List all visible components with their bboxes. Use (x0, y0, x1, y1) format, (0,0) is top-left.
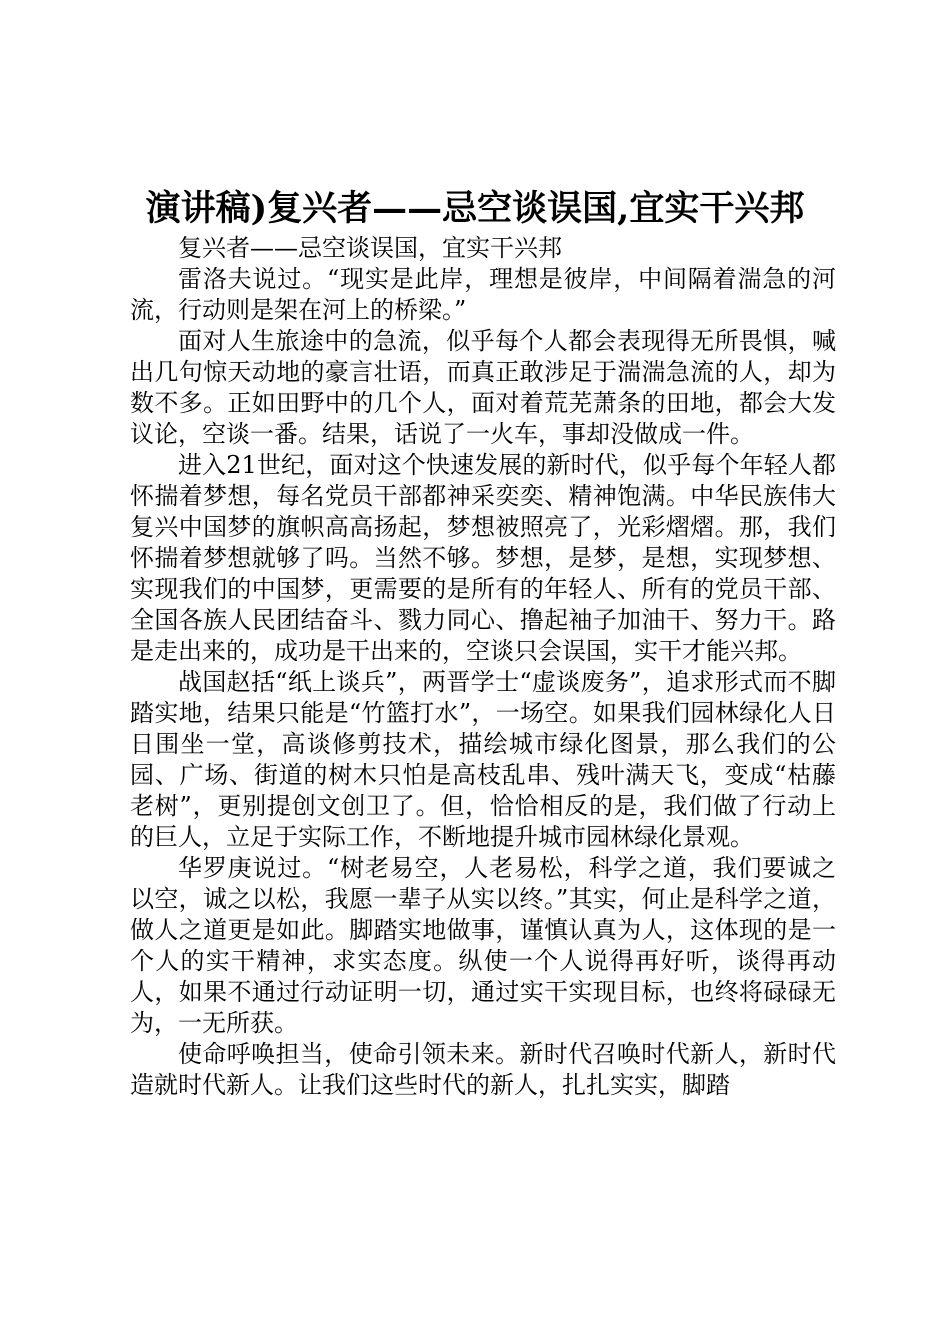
paragraph: 华罗庚说过。“树老易空，人老易松，科学之道，我们要诚之以空，诚之以松，我愿一辈子从实以终。”其实，何止是科学之道，做人之道更是如此。脚踏实地做事，谨慎认真为人，这体现的是一个人的实干精神，求实态度。纵使一个人说得再好听，谈得再动人，如果不通过行动证明一切，通过实干实现目标，也终将碌碌无为，一无所获。 (130, 854, 836, 1037)
paragraph-subtitle: 复兴者——忌空谈误国，宜实干兴邦 (178, 234, 562, 262)
paragraph: 进入21世纪，面对这个快速发展的新时代，似乎每个年轻人都怀揣着梦想，每名党员干部都神采奕奕、精神饱满。中华民族伟大复兴中国梦的旗帜高高扬起，梦想被照亮了，光彩熠熠。那，我们怀揣着梦想就够了吗。当然不够。梦想，是梦，是想，实现梦想、实现我们的中国梦，更需要的是所有的年轻人、所有的党员干部、全国各族人民团结奋斗、戮力同心、撸起袖子加油干、努力干。路是走出来的，成功是干出来的，空谈只会误国，实干才能兴邦。 (130, 451, 836, 665)
paragraph: 使命呼唤担当，使命引领未来。新时代召唤时代新人，新时代造就时代新人。让我们这些时代的新人，扎扎实实，脚踏 (130, 1040, 836, 1099)
document-title: 演讲稿)复兴者——忌空谈误国,宜实干兴邦 (145, 188, 805, 229)
document-body (130, 233, 836, 1101)
paragraph: 面对人生旅途中的急流，似乎每个人都会表现得无所畏惧，喊出几句惊天动地的豪言壮语，而真正敢涉足于湍湍急流的人，却为数不多。正如田野中的几个人，面对着荒芜萧条的田地，都会大发议论，空谈一番。结果，话说了一火车，事却没做成一件。 (130, 327, 836, 448)
paragraph: 战国赵括“纸上谈兵”，两晋学士“虚谈废务”，追求形式而不脚踏实地，结果只能是“竹篮打水”，一场空。如果我们园林绿化人日日围坐一堂，高谈修剪技术，描绘城市绿化图景，那么我们的公园、广场、街道的树木只怕是高枝乱串、残叶满天飞，变成“枯藤老树”，更别提创文创卫了。但，恰恰相反的是，我们做了行动上的巨人，立足于实际工作，不断地提升城市园林绿化景观。 (130, 668, 836, 851)
paragraph: 雷洛夫说过。“现实是此岸，理想是彼岸，中间隔着湍急的河流，行动则是架在河上的桥梁。” (130, 265, 836, 324)
